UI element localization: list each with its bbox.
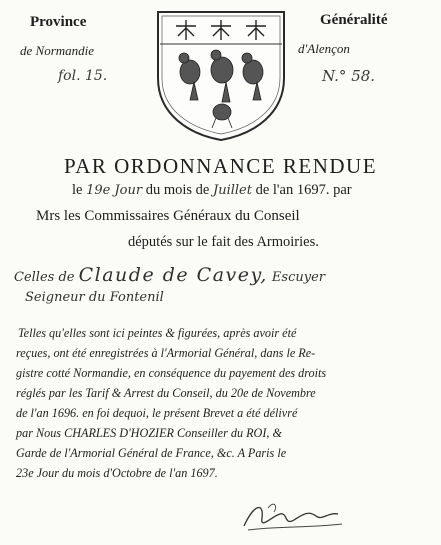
- body-line: réglés par les Tarif & Arrest du Conseil, du 20e de Novembre: [16, 386, 316, 400]
- decree-month: Juillet: [212, 183, 252, 198]
- holder-prefix: Celles de: [14, 270, 75, 285]
- decree-month-label: du mois de: [145, 182, 210, 198]
- coat-of-arms-icon: [150, 6, 292, 144]
- body-line: reçues, ont été enregistrées à l'Armorial Général, dans le Re-: [16, 346, 316, 360]
- decree-prefix: le: [72, 182, 83, 198]
- handwritten-seigneury: Seigneur du Fontenil: [25, 290, 164, 305]
- body-line: par Nous CHARLES D'HOZIER Conseiller du ROI, &: [16, 426, 282, 440]
- decree-year: de l'an 1697. par: [255, 182, 352, 198]
- generalite-label: Généralité: [320, 12, 388, 28]
- folio-number: fol. 15.: [58, 68, 108, 84]
- body-line: gistre cotté Normandie, en conséquence du payement des droits: [16, 366, 327, 380]
- body-line: 23e Jour du mois d'Octobre de l'an 1697.: [16, 466, 218, 480]
- holder-name: Claude de Cavey,: [78, 264, 268, 286]
- decree-line-2: Mrs les Commissaires Généraux du Conseil: [36, 208, 300, 224]
- generalite-value: d'Alençon: [298, 41, 350, 56]
- body-line: Garde de l'Armorial Général de France, &c. A Paris le: [16, 446, 287, 460]
- signature-icon: [238, 496, 348, 536]
- province-label: Province: [30, 14, 87, 30]
- province-value: de Normandie: [20, 43, 95, 58]
- body-line: de l'an 1696. en foi dequoi, le présent Brevet a été délivré: [16, 406, 298, 420]
- decree-line-1: [72, 182, 352, 199]
- decree-line-3: députés sur le fait des Armoiries.: [128, 234, 319, 250]
- holder-title: Escuyer: [271, 270, 325, 285]
- record-number: N.° 58.: [322, 67, 376, 85]
- document-title: PAR ORDONNANCE RENDUE: [63, 154, 378, 178]
- decree-day: 19e Jour: [86, 183, 143, 198]
- handwritten-holder-line: [14, 264, 325, 286]
- body-line: Telles qu'elles sont ici peintes & figurées, après avoir été: [18, 326, 297, 340]
